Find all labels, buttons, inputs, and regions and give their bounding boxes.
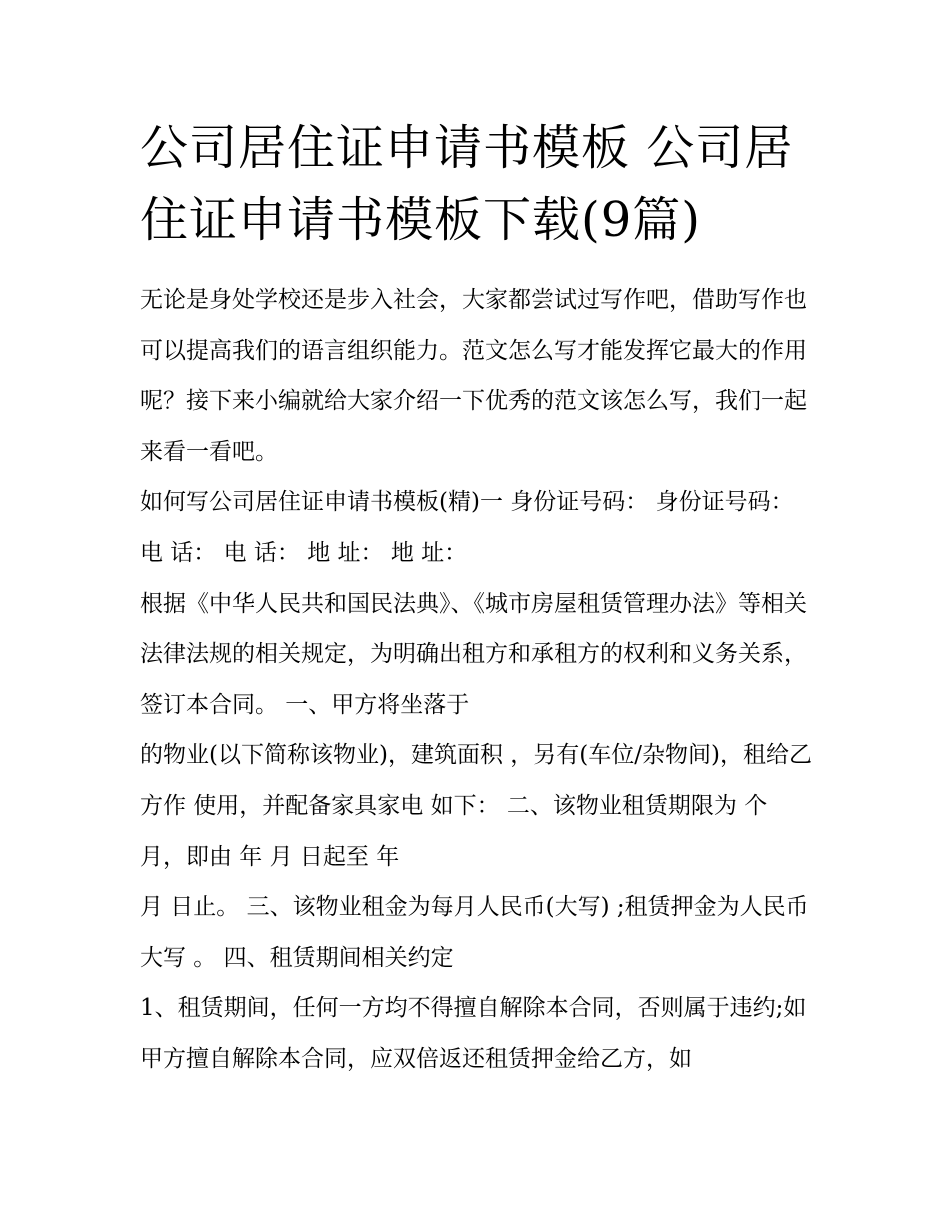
document-title: 公司居住证申请书模板 公司居住证申请书模板下载(9篇) bbox=[140, 120, 794, 248]
paragraph-clause-1: 1、租赁期间，任何一方均不得擅自解除本合同，否则属于违约;如甲方擅自解除本合同，应双倍返还租赁押金给乙方，如 bbox=[140, 995, 807, 1072]
paragraph-legal-basis: 根据《中华人民共和国民法典》、《城市房屋租赁管理办法》等相关法律法规的相关规定，为明确出租方和承租方的权利和义务关系，签订本合同。 一、甲方将坐落于 bbox=[140, 590, 807, 718]
paragraph-property: 的物业(以下简称该物业)，建筑面积 ，另有(车位/杂物间)，租给乙方作 使用，并配备家具家电 如下： 二、该物业租赁期限为 个月，即由 年 月 日起至 年 bbox=[140, 742, 812, 870]
paragraph-id-fields: 如何写公司居住证申请书模板(精)一 身份证号码： 身份证号码： 电 话： 电 话： 地 址： 地 址： bbox=[140, 489, 794, 566]
document-body bbox=[140, 275, 812, 1085]
paragraph-intro: 无论是身处学校还是步入社会，大家都尝试过写作吧，借助写作也可以提高我们的语言组织能力。范文怎么写才能发挥它最大的作用呢？接下来小编就给大家介绍一下优秀的范文该怎么写，我们一起来看一看吧。 bbox=[140, 287, 807, 465]
paragraph-rent: 月 日止。 三、该物业租金为每月人民币(大写) ;租赁押金为人民币大写 。 四、租赁期间相关约定 bbox=[140, 894, 809, 971]
